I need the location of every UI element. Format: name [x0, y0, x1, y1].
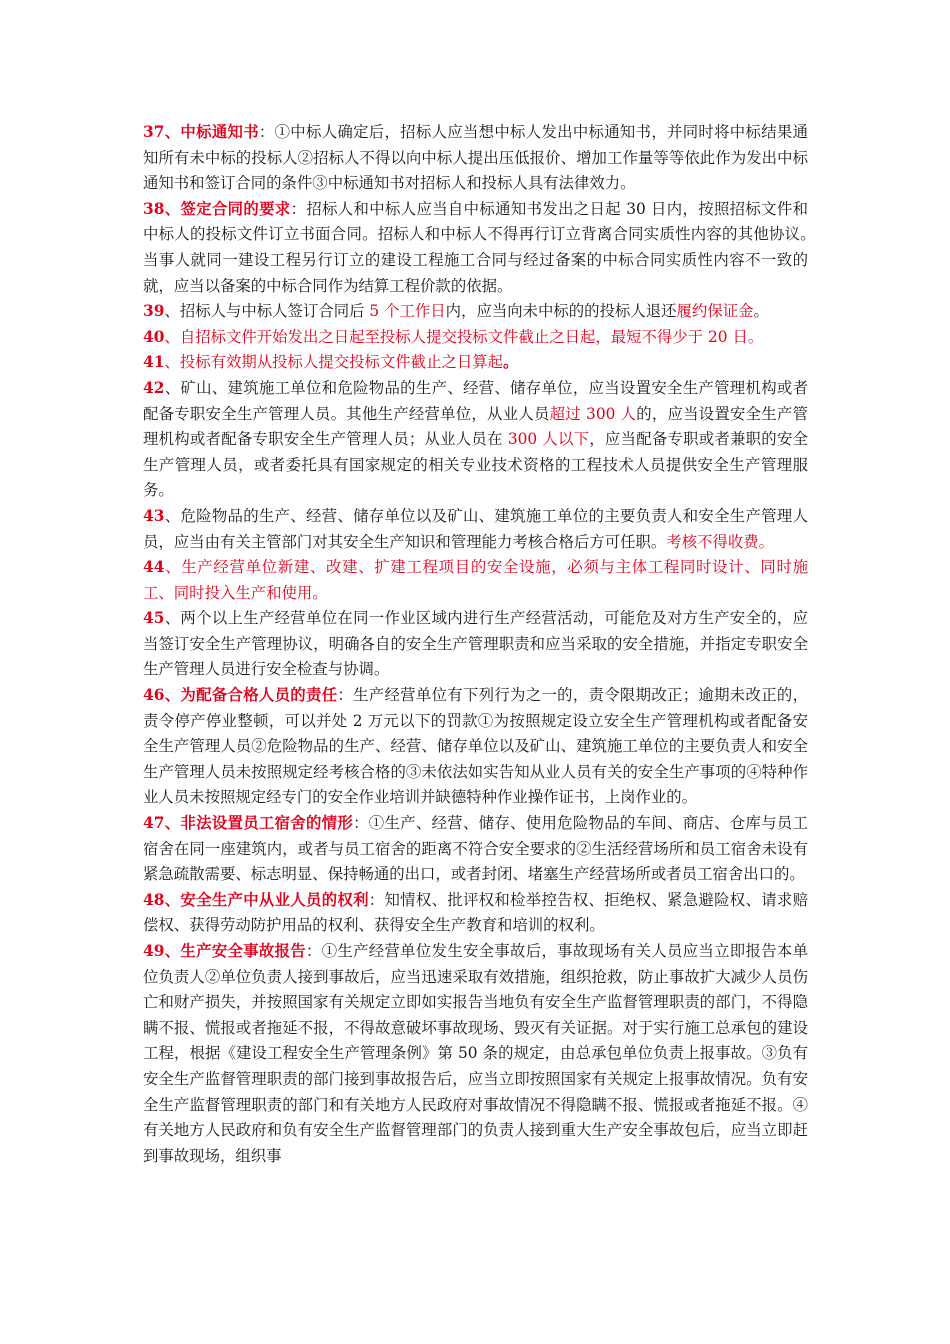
body-text: ：招标人和中标人应当自中标通知书发出之日起 30 日内，按照招标文件和中标人的投标文件订立书面合同。招标人和中标人不得再行订立背离合同实质性内容的其他协议。 当事人就同一建设工程另行订立的建设工程施工合同与经过备案的中标合同实质性内容不一致的就，应当以备案的中标合同作为结算工程价款的依据。	[143, 199, 824, 295]
heading-37: 37、中标通知书	[143, 123, 259, 141]
paragraph-39	[143, 299, 808, 325]
heading-49: 49、生产安全事故报告	[143, 942, 306, 960]
highlight-text: 、自招标文件开始发出之日起至投标人提交投标文件截止之日起，最短不得少于 20 日。	[164, 327, 764, 346]
body-text: ：知情权、批评权和检举控告权、拒绝权、紧急避险权、请求赔偿权、获得劳动防护用品的权利、获得安全生产教育和培训的权利。	[143, 890, 808, 935]
heading-47: 47、非法设置员工宿舍的情形	[143, 814, 354, 833]
highlight-text: 履约保证金	[676, 302, 754, 321]
highlight-text: 考核不得收费。	[666, 532, 775, 551]
highlight-text: 超过 300 人	[549, 404, 637, 423]
paragraph-37	[143, 120, 808, 197]
body-text: ：①中标人确定后，招标人应当想中标人发出中标通知书，并同时将中标结果通知所有未中标的投标人②招标人不得以向中标人提出压低报价、增加工作量等等依此作为发出中标通知书和签订合同的条件③中标通知书对招标人和投标人具有法律效力。	[143, 123, 808, 193]
paragraph-43	[143, 504, 808, 555]
body-text: ：①生产、经营、储存、使用危险物品的车间、商店、仓库与员工宿舍在同一座建筑内，或者与员工宿舍的距离不符合安全要求的②生活经营场所和员工宿舍未设有紧急疏散需要、标志明显、保持畅通的出口，或者封闭、堵塞生产经营场所或者员工宿舍出口的。	[143, 814, 808, 884]
document-page	[143, 120, 824, 1169]
heading-48: 48、安全生产中从业人员的权利	[143, 890, 369, 909]
paragraph-47	[143, 811, 808, 888]
paragraph-49	[143, 939, 808, 1169]
number-43: 43	[143, 506, 165, 525]
paragraph-44	[143, 555, 808, 606]
body-text: ：生产经营单位有下列行为之一的，责令限期改正；逾期未改正的，责令停产停业整顿，可以并处 2 万元以下的罚款①为按照规定设立安全生产管理机构或者配备安全生产管理人员②危险物品的生产、经营、储存单位以及矿山、建筑施工单位的主要负责人和安全生产管理人员未按照规定经考核合格的③未依法如实告知从业人员有关的安全生产事项的④特种作业人员未按照规定经专门的安全作业培训并缺德特种作业操作证书，上岗作业的。	[143, 686, 808, 807]
body-text: 、招标人与中标人签订合同后	[164, 302, 365, 321]
number-45: 45	[143, 609, 165, 628]
paragraph-38	[143, 197, 824, 299]
number-42: 42	[143, 378, 165, 397]
body-text: 、矿山、建筑施工单位和危险物品的生产、经营、储存单位，应当设置安全生产管理机构或者配备专职安全生产管理人员。其他生产经营单位，从业人员	[143, 378, 808, 423]
body-text: 、危险物品的生产、经营、储存单位以及矿山、建筑施工单位的主要负责人和安全生产管理人员，应当由有关主管部门对其安全生产知识和管理能力考核合格后方可任职。	[143, 506, 808, 551]
paragraph-45	[143, 606, 808, 683]
body-text: 、两个以上生产经营单位在同一作业区域内进行生产经营活动，可能危及对方生产安全的，应当签订安全生产管理协议，明确各自的安全生产管理职责和应当采取的安全措施，并指定专职安全生产管理人员进行安全检查与协调。	[143, 609, 808, 679]
body-text: 。	[753, 302, 769, 321]
paragraph-48	[143, 888, 808, 939]
heading-46: 46、为配备合格人员的责任	[143, 686, 338, 705]
highlight-text: 、生产经营单位新建、改建、扩建工程项目的安全设施，必须与主体工程同时设计、同时施工、同时投入生产和使用。	[143, 558, 808, 602]
body-text: ：①生产经营单位发生安全事故后，事故现场有关人员应当立即报告本单位负责人②单位负责人接到事故后，应当迅速采取有效措施，组织抢救，防止事故扩大减少人员伤亡和财产损失，并按照国家有关规定立即如实报告当地负有安全生产监督管理职责的部门，不得隐瞒不报、慌报或者拖延不报，不得故意破坏事故现场、毁灭有关证据。对于实行施工总承包的建设工程，根据《建设工程安全生产管理条例》第 50 条的规定，由总承包单位负责上报事故。③负有安全生产监督管理职责的部门接到事故报告后，应当立即按照国家有关规定上报事故情况。负有安全生产监督管理职责的部门和有关地方人民政府对事故情况不得隐瞒不报、慌报或者拖延不报。④有关地方人民政府和负有安全生产监督管理部门的负责人接到重大生产安全事故包后，应当立即赶到事故现场，组织事	[143, 942, 808, 1165]
highlight-text: 300 人以下	[502, 430, 590, 449]
paragraph-41	[143, 350, 808, 376]
highlight-text: 、投标有效期从投标人提交投标文件截止之日算起	[164, 353, 504, 372]
number-40: 40	[143, 327, 165, 346]
body-text: ，应当配备专职或者兼职的安全生产管理人员，或者委托具有国家规定的相关专业技术资格的工程技术人员提供安全生产管理服务。	[143, 430, 808, 500]
heading-38: 38、签定合同的要求	[143, 199, 291, 218]
paragraph-46	[143, 683, 808, 811]
highlight-text: 。	[503, 353, 519, 372]
body-text: 的，应当设置安全生产管理机构或者配备专职安全生产管理人员；从业人员在	[143, 404, 808, 449]
highlight-text: 5 个工作日	[364, 302, 446, 321]
paragraph-40	[143, 325, 808, 351]
number-41: 41	[143, 353, 165, 372]
body-text: 内，应当向未中标的的投标人退还	[445, 302, 677, 321]
paragraph-42	[143, 376, 808, 504]
number-39: 39	[143, 302, 165, 321]
number-44: 44	[143, 558, 165, 577]
